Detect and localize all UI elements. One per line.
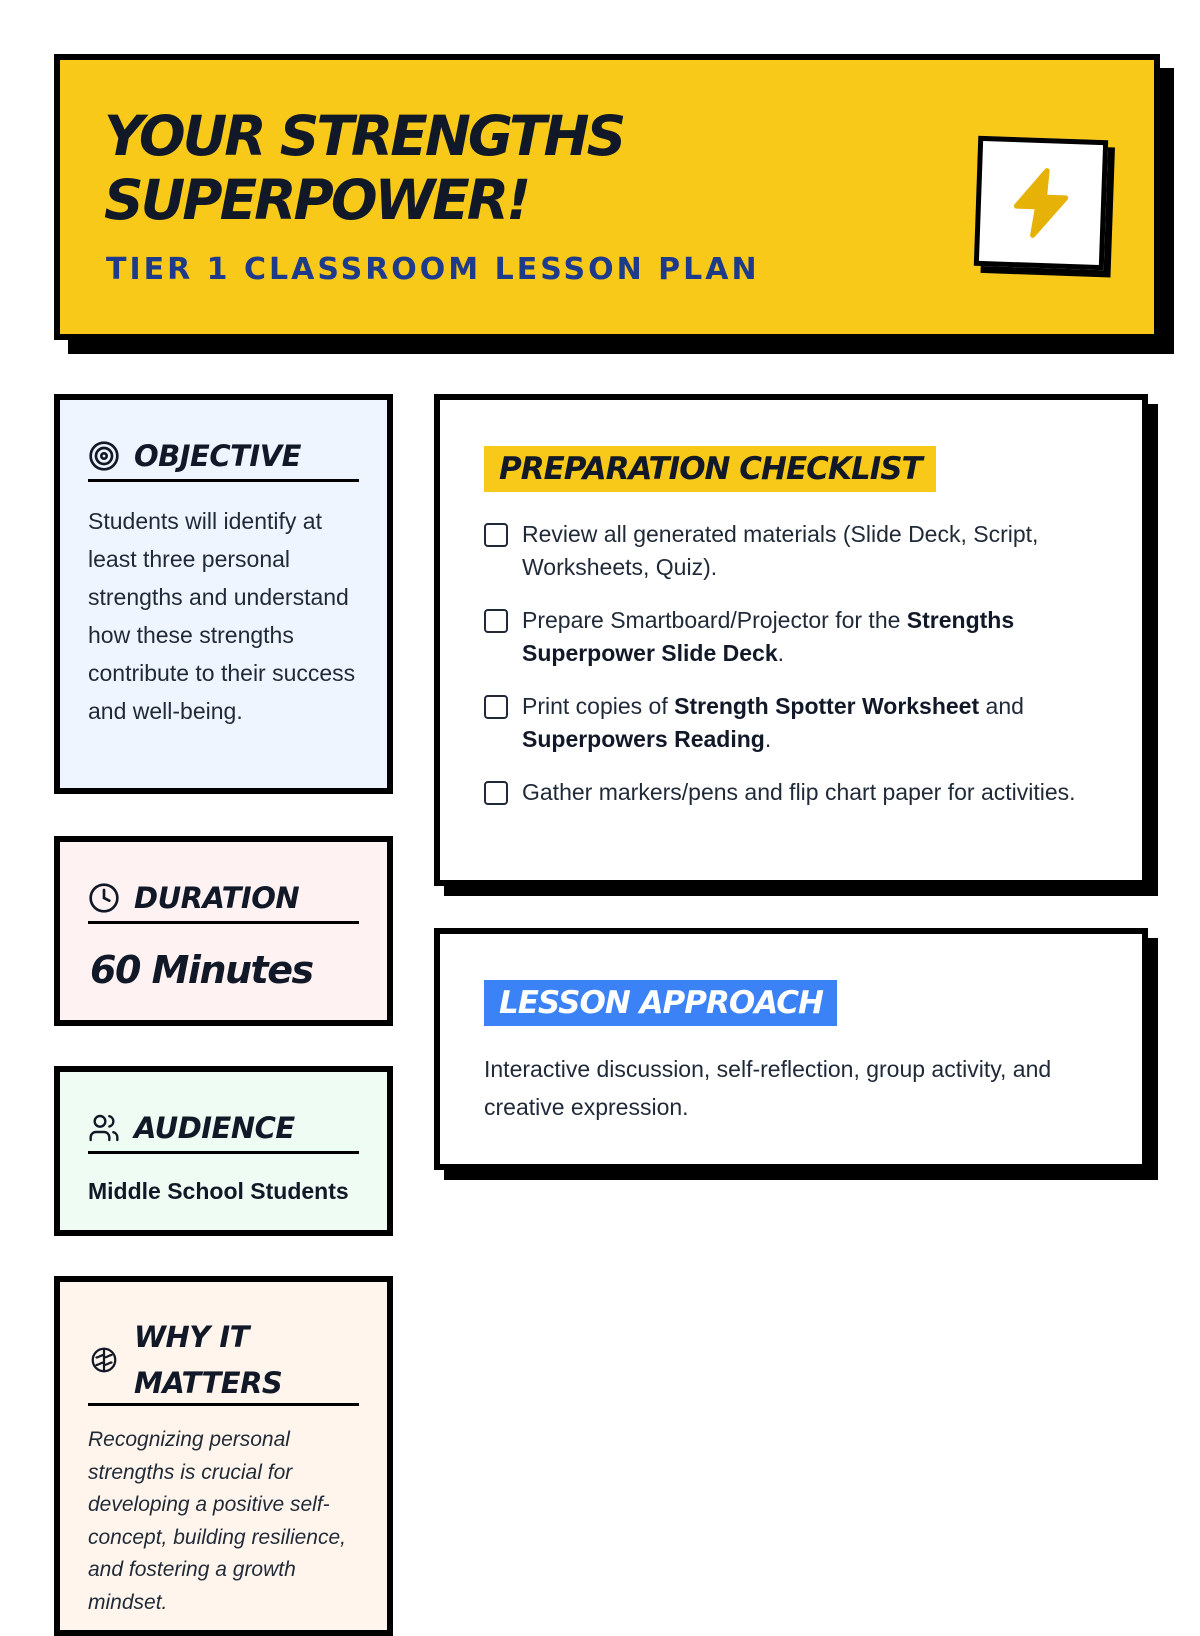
preparation-checklist-card xyxy=(434,394,1148,886)
clock-icon xyxy=(88,882,120,914)
why-header xyxy=(88,1316,359,1406)
item-text: Gather markers/pens and flip chart paper for activities. xyxy=(522,779,1076,805)
target-icon xyxy=(88,440,120,472)
why-label-line-1: WHY IT xyxy=(134,1319,249,1354)
lightning-bolt-icon xyxy=(1001,161,1082,246)
why-text: Recognizing personal strengths is crucial for developing a positive self-concept, building resilience, and fostering a growth mindset. xyxy=(88,1428,346,1614)
checkbox[interactable] xyxy=(484,523,508,547)
objective-header xyxy=(88,432,359,482)
checklist-item-text xyxy=(522,776,1076,809)
approach-heading: LESSON APPROACH xyxy=(484,980,837,1026)
checklist-item xyxy=(484,518,1102,584)
item-emphasis-2: Superpowers Reading xyxy=(522,726,765,752)
why-it-matters-card xyxy=(54,1276,393,1636)
audience-label: AUDIENCE xyxy=(134,1110,295,1145)
checklist-item xyxy=(484,776,1102,809)
checklist-item-text xyxy=(522,604,1102,670)
objective-card xyxy=(54,394,393,794)
duration-header xyxy=(88,874,359,924)
duration-value: 60 Minutes xyxy=(90,948,313,992)
checkbox[interactable] xyxy=(484,609,508,633)
item-emphasis: Strength Spotter Worksheet xyxy=(674,693,980,719)
title-line-1: YOUR STRENGTHS xyxy=(104,104,624,168)
why-label-line-2: MATTERS xyxy=(134,1365,283,1400)
audience-header xyxy=(88,1104,359,1154)
item-emphasis: Strengths Superpower Slide Deck xyxy=(522,607,1015,666)
item-text-middle: and xyxy=(979,693,1024,719)
item-text: Prepare Smartboard/Projector for the xyxy=(522,607,907,633)
item-text-end: . xyxy=(764,726,772,752)
objective-label: OBJECTIVE xyxy=(134,438,301,473)
checklist-item xyxy=(484,690,1102,756)
users-icon xyxy=(88,1112,120,1144)
audience-card xyxy=(54,1066,393,1236)
checkbox[interactable] xyxy=(484,695,508,719)
item-text: Print copies of xyxy=(522,693,675,719)
item-text-end: . xyxy=(777,640,785,666)
title-line-2: SUPERPOWER! xyxy=(104,168,529,232)
audience-value: Middle School Students xyxy=(88,1178,349,1204)
brain-icon xyxy=(88,1344,120,1376)
why-label xyxy=(134,1314,282,1406)
page-subtitle: TIER 1 CLASSROOM LESSON PLAN xyxy=(106,252,760,287)
bolt-badge xyxy=(974,136,1108,270)
objective-text: Students will identify at least three personal strengths and understand how these strengths contribute to their success and well-being. xyxy=(88,508,356,724)
item-text: Review all generated materials (Slide Deck, Script, Worksheets, Quiz). xyxy=(522,521,1039,580)
duration-card xyxy=(54,836,393,1026)
checklist-items xyxy=(484,518,1102,829)
page-title xyxy=(104,104,623,232)
checklist-item xyxy=(484,604,1102,670)
duration-label: DURATION xyxy=(134,880,300,915)
lesson-approach-card xyxy=(434,928,1148,1170)
checkbox[interactable] xyxy=(484,781,508,805)
checklist-item-text xyxy=(522,518,1102,584)
header-banner xyxy=(54,54,1160,340)
checklist-item-text xyxy=(522,690,1102,756)
approach-text: Interactive discussion, self-reflection, group activity, and creative expression. xyxy=(484,1056,1052,1120)
checklist-heading: PREPARATION CHECKLIST xyxy=(484,446,936,492)
